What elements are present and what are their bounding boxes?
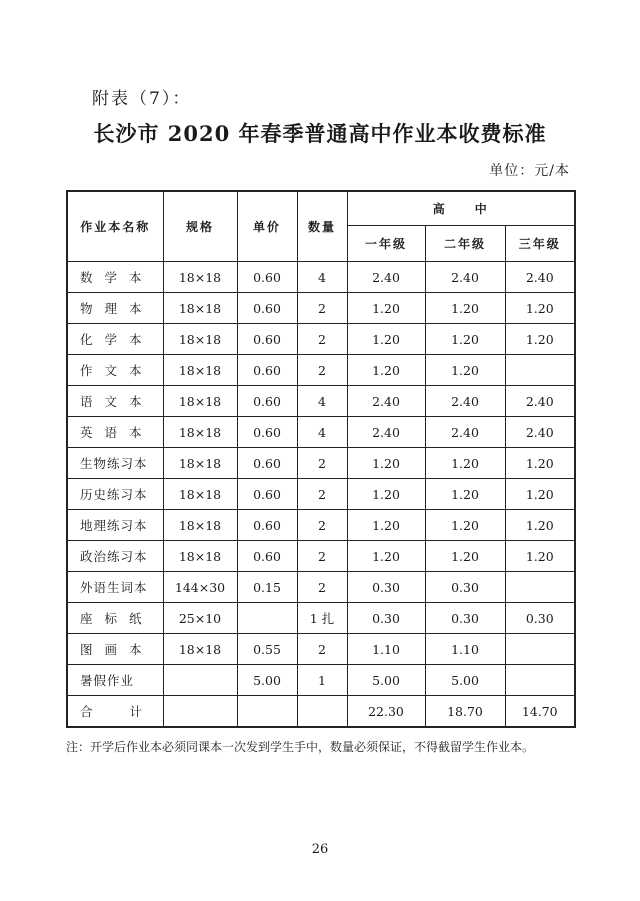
cell-g1: 1.20 <box>347 479 425 510</box>
table-row <box>67 293 575 324</box>
table-row <box>67 262 575 293</box>
total-label: 合 计 <box>67 696 163 728</box>
total-g3: 14.70 <box>505 696 575 728</box>
cell-spec: 25×10 <box>163 603 237 634</box>
table-row <box>67 572 575 603</box>
cell-qty: 2 <box>297 324 347 355</box>
cell-spec: 18×18 <box>163 541 237 572</box>
cell-g2: 1.20 <box>425 510 505 541</box>
header-senior-high: 高 中 <box>347 191 575 226</box>
cell-qty: 2 <box>297 634 347 665</box>
cell-price: 0.60 <box>237 293 297 324</box>
cell-spec: 18×18 <box>163 293 237 324</box>
cell-price: 0.60 <box>237 541 297 572</box>
cell-g3 <box>505 665 575 696</box>
cell-qty: 2 <box>297 448 347 479</box>
table-row <box>67 417 575 448</box>
cell-g3: 1.20 <box>505 510 575 541</box>
cell-qty: 2 <box>297 510 347 541</box>
cell-empty <box>297 696 347 728</box>
cell-g1: 1.10 <box>347 634 425 665</box>
cell-name: 图 画 本 <box>67 634 163 665</box>
cell-g1: 1.20 <box>347 324 425 355</box>
cell-qty: 2 <box>297 293 347 324</box>
header-qty: 数量 <box>297 191 347 262</box>
cell-qty: 4 <box>297 262 347 293</box>
cell-price: 0.60 <box>237 448 297 479</box>
cell-g3: 1.20 <box>505 324 575 355</box>
cell-g2: 1.20 <box>425 448 505 479</box>
cell-g3: 2.40 <box>505 386 575 417</box>
cell-price: 0.15 <box>237 572 297 603</box>
cell-g3: 1.20 <box>505 541 575 572</box>
table-row <box>67 510 575 541</box>
cell-g1: 2.40 <box>347 386 425 417</box>
cell-price: 5.00 <box>237 665 297 696</box>
cell-name: 物 理 本 <box>67 293 163 324</box>
table-row <box>67 665 575 696</box>
cell-g2: 1.20 <box>425 541 505 572</box>
cell-price: 0.55 <box>237 634 297 665</box>
annex-label: 附表（7）： <box>92 89 192 109</box>
cell-g1: 5.00 <box>347 665 425 696</box>
total-g2: 18.70 <box>425 696 505 728</box>
cell-name: 作 文 本 <box>67 355 163 386</box>
cell-name: 座 标 纸 <box>67 603 163 634</box>
cell-name: 地理练习本 <box>67 510 163 541</box>
cell-spec: 18×18 <box>163 479 237 510</box>
cell-spec <box>163 665 237 696</box>
cell-qty: 1 扎 <box>297 603 347 634</box>
cell-g2: 0.30 <box>425 572 505 603</box>
cell-name: 外语生词本 <box>67 572 163 603</box>
cell-empty <box>237 696 297 728</box>
cell-price: 0.60 <box>237 262 297 293</box>
unit-label: 单位：元/本 <box>489 163 570 179</box>
cell-empty <box>163 696 237 728</box>
cell-g3 <box>505 572 575 603</box>
cell-spec: 144×30 <box>163 572 237 603</box>
cell-g2: 2.40 <box>425 262 505 293</box>
cell-name: 英 语 本 <box>67 417 163 448</box>
cell-g1: 1.20 <box>347 541 425 572</box>
cell-price: 0.60 <box>237 355 297 386</box>
cell-spec: 18×18 <box>163 386 237 417</box>
cell-g2: 1.20 <box>425 324 505 355</box>
cell-g3: 1.20 <box>505 448 575 479</box>
cell-g2: 1.10 <box>425 634 505 665</box>
cell-g1: 0.30 <box>347 572 425 603</box>
total-g1: 22.30 <box>347 696 425 728</box>
cell-price: 0.60 <box>237 479 297 510</box>
header-name: 作业本名称 <box>67 191 163 262</box>
cell-g2: 0.30 <box>425 603 505 634</box>
cell-g2: 5.00 <box>425 665 505 696</box>
header-spec: 规格 <box>163 191 237 262</box>
table-row <box>67 448 575 479</box>
cell-qty: 4 <box>297 386 347 417</box>
cell-g3: 0.30 <box>505 603 575 634</box>
table-row <box>67 603 575 634</box>
cell-price: 0.60 <box>237 324 297 355</box>
cell-g1: 1.20 <box>347 448 425 479</box>
cell-g3: 1.20 <box>505 293 575 324</box>
cell-spec: 18×18 <box>163 448 237 479</box>
cell-name: 历史练习本 <box>67 479 163 510</box>
cell-g1: 1.20 <box>347 510 425 541</box>
page-number: 26 <box>311 842 329 857</box>
table-row <box>67 386 575 417</box>
cell-name: 生物练习本 <box>67 448 163 479</box>
cell-name: 语 文 本 <box>67 386 163 417</box>
cell-qty: 2 <box>297 355 347 386</box>
cell-g2: 2.40 <box>425 417 505 448</box>
cell-g3 <box>505 634 575 665</box>
cell-spec: 18×18 <box>163 417 237 448</box>
header-grade3: 三年级 <box>505 226 575 262</box>
header-grade1: 一年级 <box>347 226 425 262</box>
page-title: 长沙市 2020 年春季普通高中作业本收费标准 <box>93 121 547 146</box>
cell-qty: 4 <box>297 417 347 448</box>
header-grade2: 二年级 <box>425 226 505 262</box>
cell-g3: 2.40 <box>505 417 575 448</box>
cell-price: 0.60 <box>237 417 297 448</box>
cell-spec: 18×18 <box>163 510 237 541</box>
cell-g2: 1.20 <box>425 293 505 324</box>
cell-name: 暑假作业 <box>67 665 163 696</box>
cell-spec: 18×18 <box>163 355 237 386</box>
cell-name: 政治练习本 <box>67 541 163 572</box>
cell-g1: 2.40 <box>347 262 425 293</box>
cell-g3 <box>505 355 575 386</box>
cell-g2: 1.20 <box>425 355 505 386</box>
cell-g3: 2.40 <box>505 262 575 293</box>
fee-table <box>66 190 576 728</box>
table-row <box>67 355 575 386</box>
cell-name: 化 学 本 <box>67 324 163 355</box>
cell-g2: 2.40 <box>425 386 505 417</box>
cell-g1: 1.20 <box>347 355 425 386</box>
footnote: 注：开学后作业本必须同课本一次发到学生手中，数量必须保证，不得截留学生作业本。 <box>66 740 535 754</box>
cell-price <box>237 603 297 634</box>
cell-price: 0.60 <box>237 510 297 541</box>
table-row <box>67 479 575 510</box>
table-row <box>67 634 575 665</box>
cell-qty: 2 <box>297 541 347 572</box>
cell-spec: 18×18 <box>163 634 237 665</box>
cell-g3: 1.20 <box>505 479 575 510</box>
header-price: 单价 <box>237 191 297 262</box>
cell-qty: 1 <box>297 665 347 696</box>
total-row <box>67 696 575 728</box>
table-row <box>67 541 575 572</box>
cell-qty: 2 <box>297 479 347 510</box>
table-row <box>67 324 575 355</box>
cell-price: 0.60 <box>237 386 297 417</box>
cell-spec: 18×18 <box>163 324 237 355</box>
cell-g2: 1.20 <box>425 479 505 510</box>
cell-g1: 0.30 <box>347 603 425 634</box>
cell-qty: 2 <box>297 572 347 603</box>
cell-name: 数 学 本 <box>67 262 163 293</box>
cell-g1: 2.40 <box>347 417 425 448</box>
table-body <box>67 262 575 728</box>
cell-g1: 1.20 <box>347 293 425 324</box>
cell-spec: 18×18 <box>163 262 237 293</box>
